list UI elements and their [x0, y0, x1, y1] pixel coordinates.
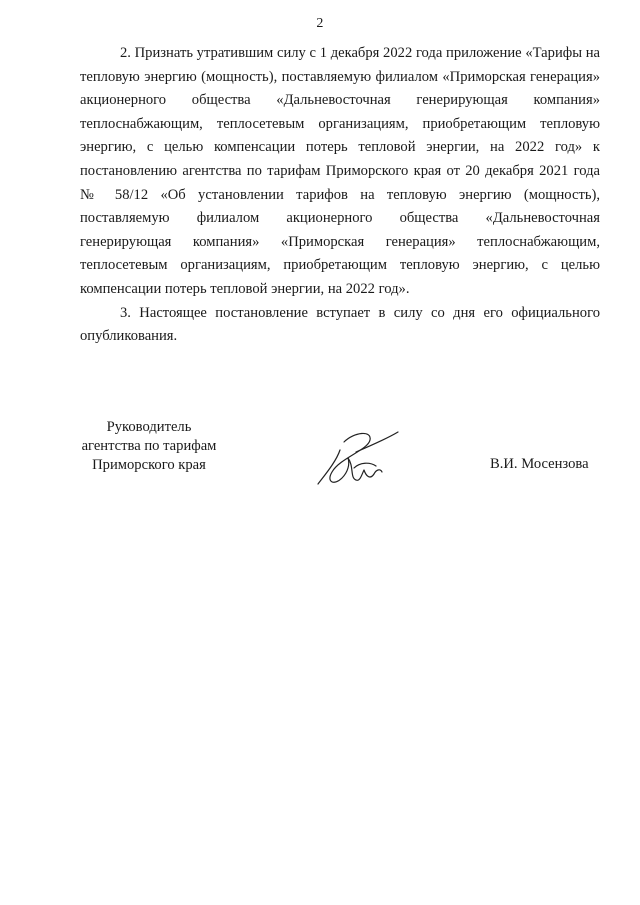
signatory-title-line: Руководитель [106, 419, 192, 435]
page-number: 2 [316, 16, 324, 31]
paragraph-3: 3. Настоящее постановление вступает в силу со дня его официального опубликования. [80, 304, 600, 345]
handwritten-signature [310, 428, 400, 492]
signatory-title [64, 418, 234, 475]
paragraph-2: 2. Признать утратившим силу с 1 декабря 2022 года приложение «Тарифы на тепловую энергию (мощность), поставляемую филиалом «Приморская генерация» акционерного общества «Дальневосточная генерирующая компания» теплоснабжающим, теплосетевым организациям, приобретающим тепловую энергию, с целью компенсации потерь тепловой энергии, на 2022 год» к постановлению агентства по тарифам Приморского края от 20 декабря 2021 года № 58/12 «Об установлении тарифов на тепловую энергию (мощность), поставляемую филиалом акционерного общества «Дальневосточная генерирующая компания» «Приморская генерация» теплоснабжающим, теплосетевым организациям, приобретающим тепловую энергию, с целью компенсации потерь тепловой энергии, на 2022 год». [80, 45, 600, 297]
signatory-title-line: агентства по тарифам [81, 438, 217, 454]
document-body [80, 42, 600, 349]
signer-name: В.И. Мосензова [490, 456, 589, 472]
signatory-title-line: Приморского края [92, 457, 206, 473]
